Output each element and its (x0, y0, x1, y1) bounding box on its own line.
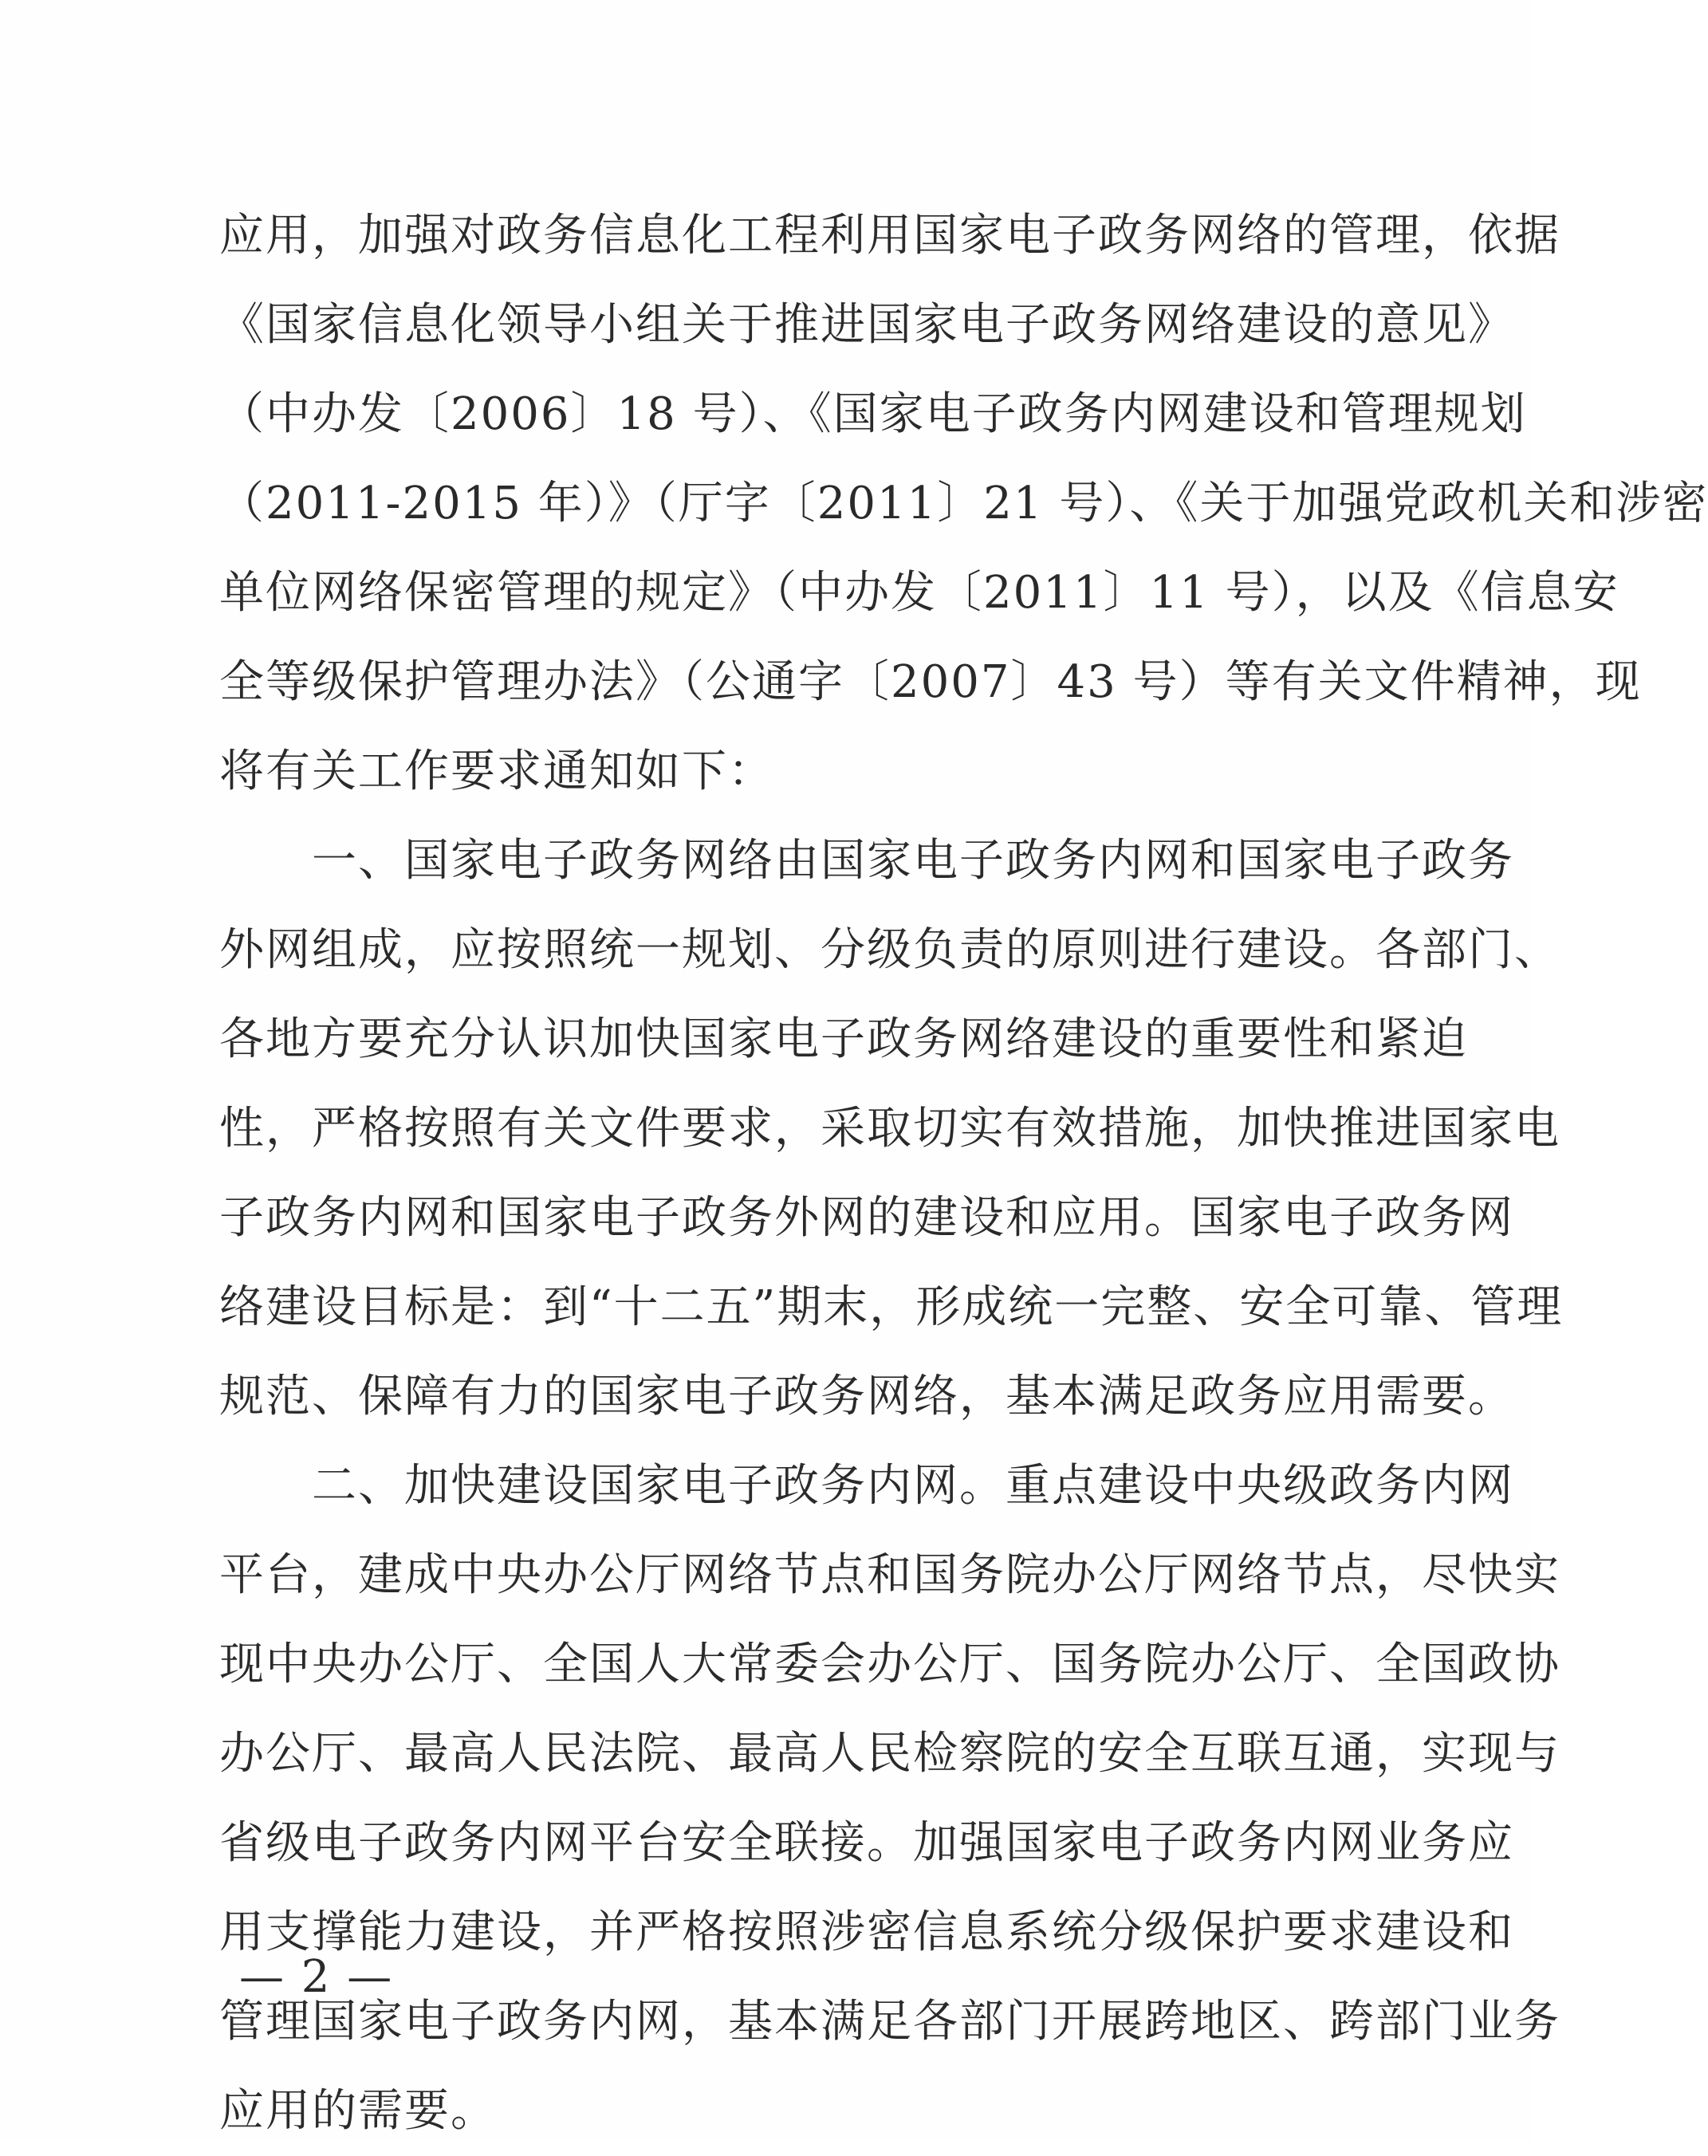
text-line: 子政务内网和国家电子政务外网的建设和应用。国家电子政务网 (219, 1192, 1514, 1244)
text-line: 省级电子政务内网平台安全联接。加强国家电子政务内网业务应 (219, 1817, 1514, 1869)
text-line: 应用，加强对政务信息化工程利用国家电子政务网络的管理，依据 (219, 210, 1560, 262)
page-number: — 2 — (239, 1951, 394, 2003)
text-line: 办公厅、最高人民法院、最高人民检察院的安全互联互通，实现与 (219, 1728, 1560, 1780)
body-text (219, 191, 1708, 2156)
text-line: 性，严格按照有关文件要求，采取切实有效措施，加快推进国家电 (219, 1103, 1560, 1155)
text-line: 应用的需要。 (219, 2085, 497, 2137)
text-line: 管理国家电子政务内网，基本满足各部门开展跨地区、跨部门业务 (219, 1996, 1560, 2048)
text-line: 二、加快建设国家电子政务内网。重点建设中央级政务内网 (219, 1460, 1514, 1512)
text-line: 络建设目标是：到“十二五”期末，形成统一完整、安全可靠、管理 (219, 1281, 1564, 1333)
text-line: （2011-2015 年）》（厅字〔2011〕21 号）、《关于加强党政机关和涉密 (219, 478, 1708, 529)
text-line: 平台，建成中央办公厅网络节点和国务院办公厅网络节点，尽快实 (219, 1549, 1560, 1601)
text-line: 《国家信息化领导小组关于推进国家电子政务网络建设的意见》 (219, 299, 1514, 351)
text-line: 各地方要充分认识加快国家电子政务网络建设的重要性和紧迫 (219, 1013, 1468, 1065)
text-line: 全等级保护管理办法》（公通字〔2007〕43 号）等有关文件精神，现 (219, 656, 1642, 708)
text-line: 用支撑能力建设，并严格按照涉密信息系统分级保护要求建设和 (219, 1906, 1514, 1958)
text-line: 现中央办公厅、全国人大常委会办公厅、国务院办公厅、全国政协 (219, 1639, 1560, 1690)
text-line: 单位网络保密管理的规定》（中办发〔2011〕11 号），以及《信息安 (219, 567, 1619, 619)
text-line: 规范、保障有力的国家电子政务网络，基本满足政务应用需要。 (219, 1371, 1514, 1422)
text-line: 外网组成，应按照统一规划、分级负责的原则进行建设。各部门、 (219, 924, 1560, 976)
text-line: 一、国家电子政务网络由国家电子政务内网和国家电子政务 (219, 835, 1514, 887)
text-line: （中办发〔2006〕18 号）、《国家电子政务内网建设和管理规划 (219, 388, 1527, 440)
text-line: 将有关工作要求通知如下： (219, 746, 774, 797)
